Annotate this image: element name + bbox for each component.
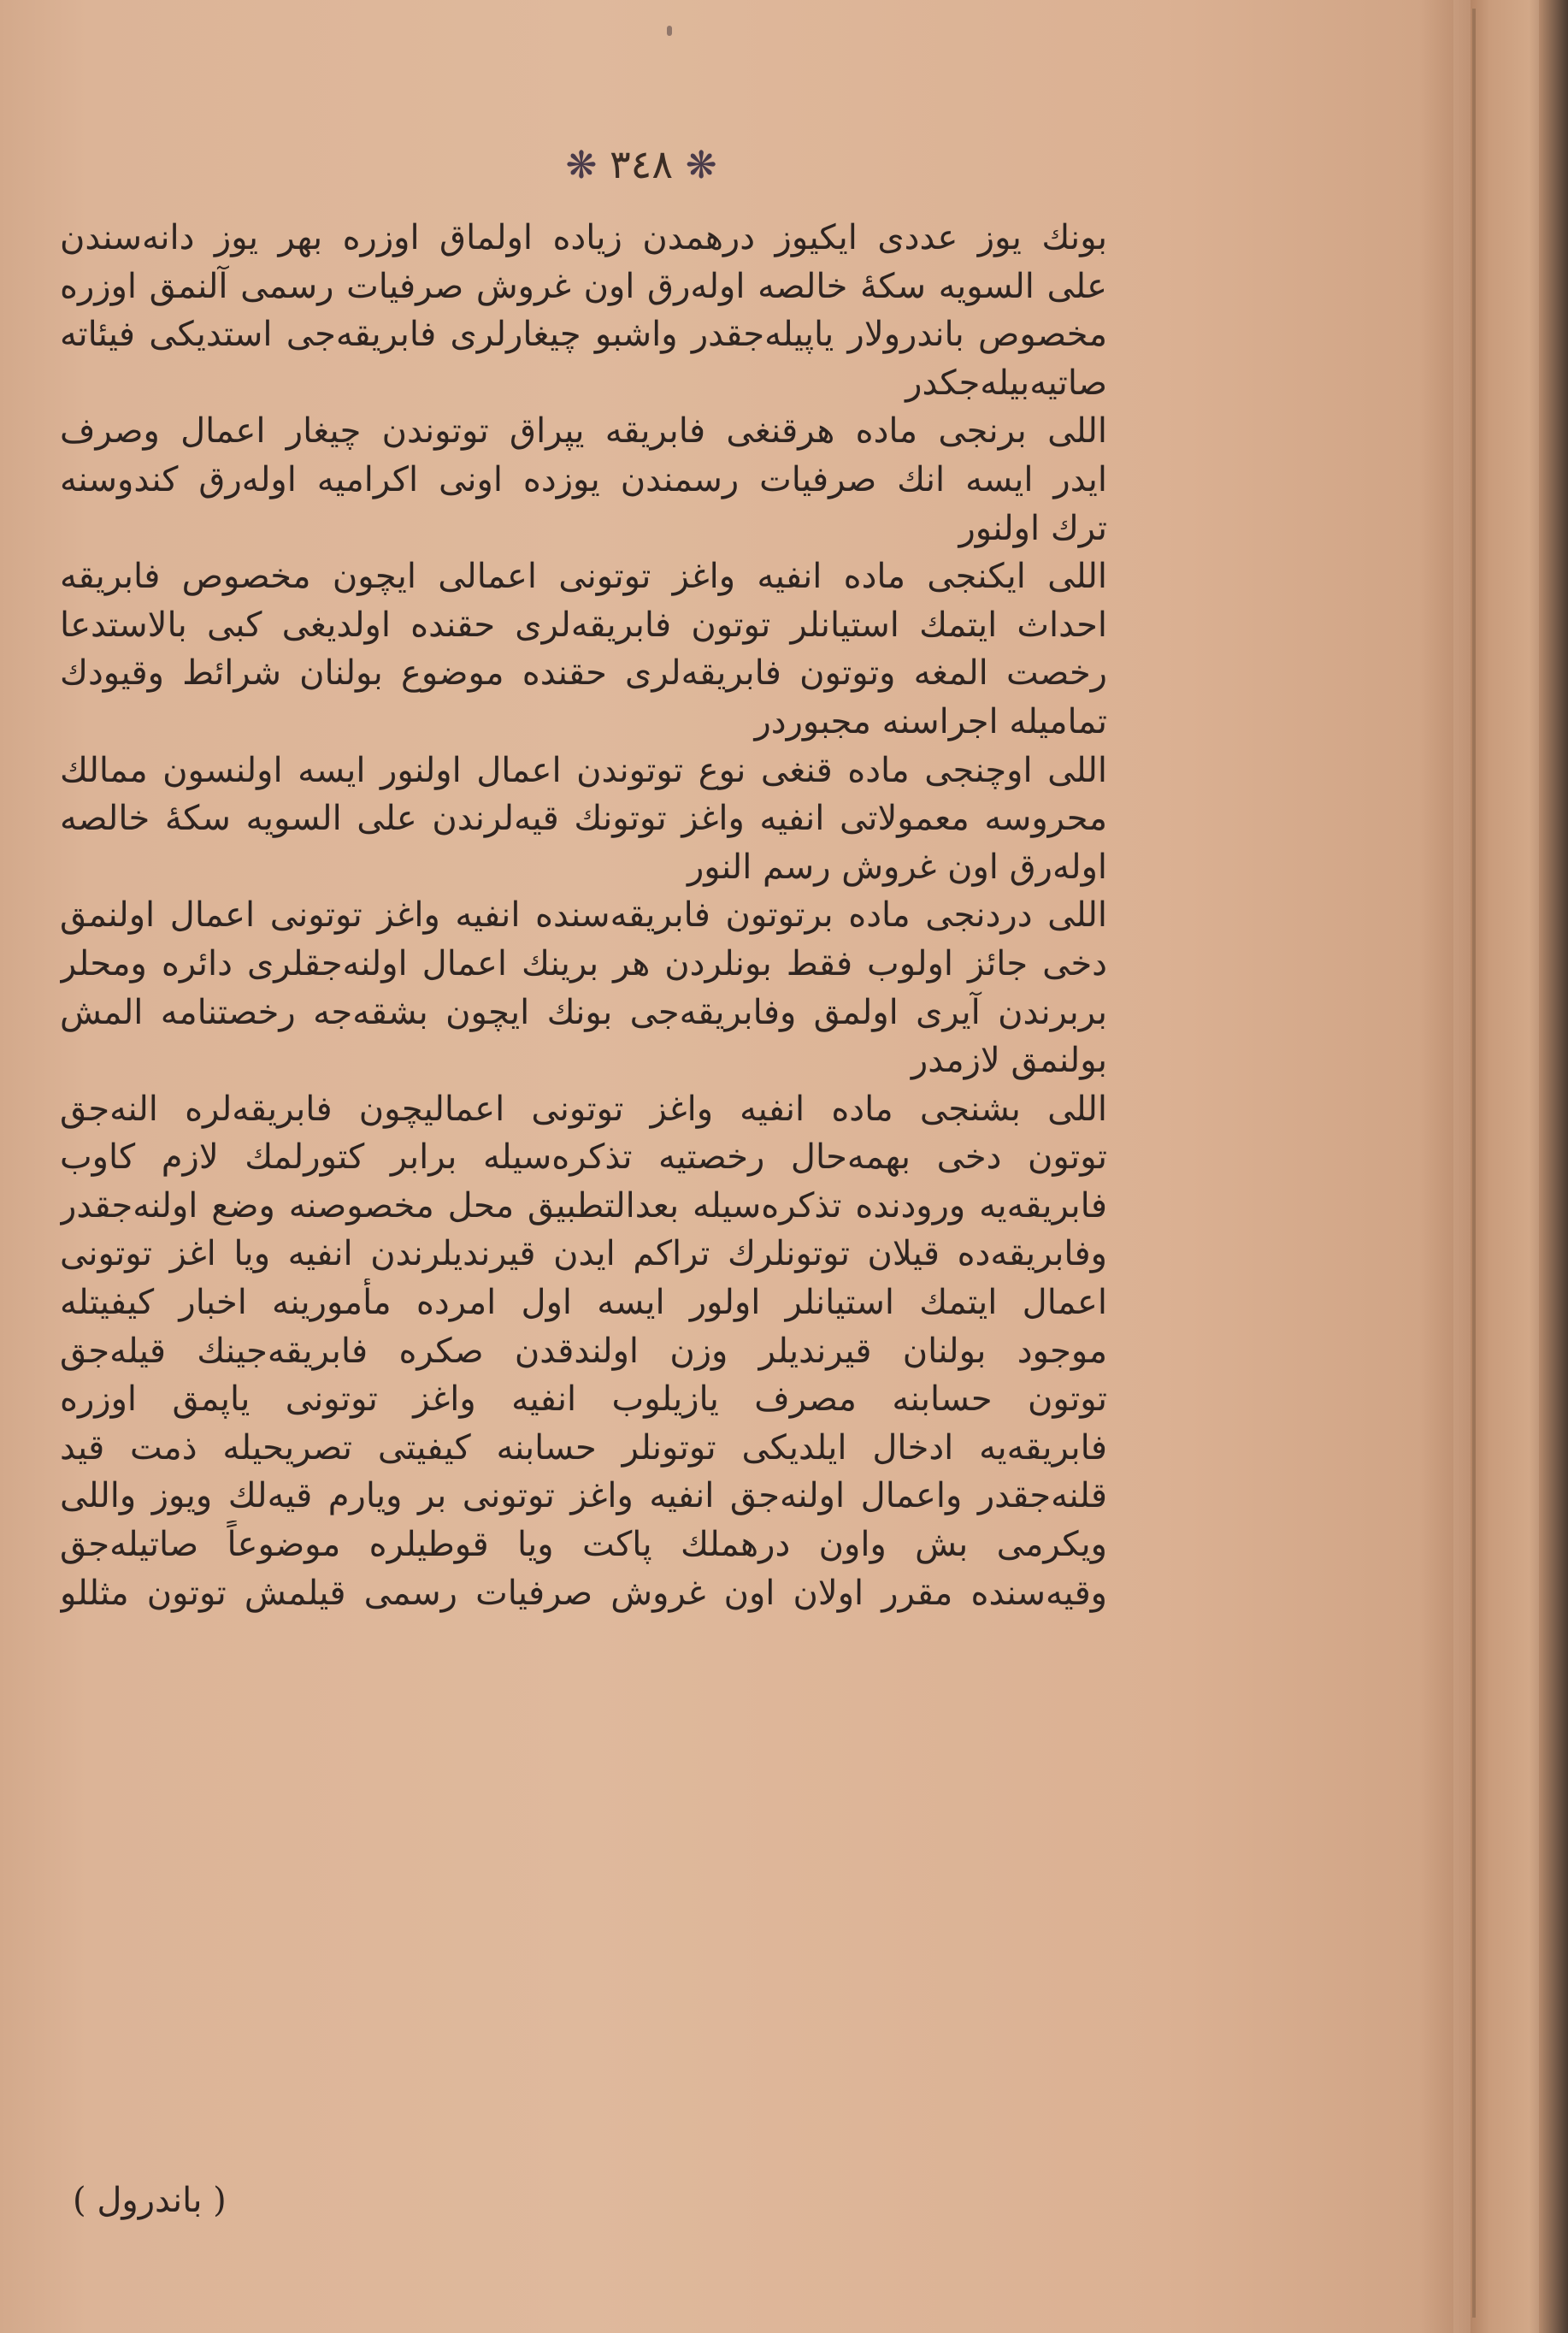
text-line: ايدر ايسه انك صرفيات رسمندن يوزده اونى اكراميه اوله‌رق كندوسنه bbox=[60, 459, 1107, 499]
catchword: ( باندرول ) bbox=[73, 2181, 227, 2220]
article-52-line: اللى ايكنجى ماده انفيه واغز توتونى اعمالى ايچون مخصوص فابريقه bbox=[60, 557, 1107, 597]
text-line: وفابريقه‌ده قيلان توتونلرك تراكم ايدن قيرنديلرندن انفيه ويا اغز توتونى bbox=[60, 1234, 1107, 1274]
page-number: ٣٤٨ bbox=[609, 141, 674, 187]
text-line: محروسه معمولاتى انفيه واغز توتونك قيه‌لرندن على السويه سكهٔ خالصه bbox=[60, 799, 1107, 839]
text-line: قلنه‌جقدر واعمال اولنه‌جق انفيه واغز توتونى بر ويارم قيه‌لك ويوز واللى bbox=[60, 1476, 1107, 1516]
article-55-line: اللى بشنجى ماده انفيه واغز توتونى اعماليچون فابريقه‌لره النه‌جق bbox=[60, 1089, 1107, 1129]
page-number-header bbox=[0, 141, 1282, 187]
text-line: موجود بولنان قيرنديلر وزن اولندقدن صكره فابريقه‌جينك قيله‌جق bbox=[60, 1331, 1107, 1371]
text-line: مخصوص باندرولار ياپيله‌جقدر واشبو چيغارلرى فابريقه‌جى استديكى فيئاته bbox=[60, 315, 1107, 355]
text-line: اعمال ايتمك استيانلر اولور ايسه اول امرده مأمورينه اخبار كيفيتله bbox=[60, 1283, 1107, 1323]
text-line: تماميله اجراسنه مجبوردر bbox=[754, 701, 1107, 741]
page-gutter-shadow bbox=[1419, 0, 1471, 2333]
page-edge-line bbox=[1472, 9, 1476, 2318]
ink-smudge bbox=[667, 26, 672, 36]
text-line: فابريقه‌يه ادخال ايلديكى توتونلر حسابنه كيفيتى تصريحيله ذمت قيد bbox=[60, 1427, 1107, 1468]
article-54-line: اللى دردنجى ماده برتوتون فابريقه‌سنده انفيه واغز توتونى اعمال اولنمق bbox=[60, 895, 1107, 936]
text-line: فابريقه‌يه ورودنده تذكره‌سيله بعدالتطبيق محل مخصوصنه وضع اولنه‌جقدر bbox=[60, 1185, 1107, 1226]
text-line: توتون حسابنه مصرف يازيلوب انفيه واغز توتونى ياپمق اوزره bbox=[60, 1379, 1107, 1420]
text-line: وقيه‌سنده مقرر اولان اون غروش صرفيات رسمى قيلمش توتون مثللو bbox=[60, 1573, 1107, 1613]
body-text bbox=[60, 214, 1107, 1617]
article-51-line: اللى برنجى ماده هرقنغى فابريقه يپراق توتوندن چيغار اعمال وصرف bbox=[60, 411, 1107, 452]
text-line: رخصت المغه وتوتون فابريقه‌لرى حقنده موضوع بولنان شرائط وقيودك bbox=[60, 653, 1107, 694]
ornament-icon: ❋ bbox=[565, 144, 598, 187]
ornament-icon: ❋ bbox=[685, 144, 717, 187]
text-line: بونك يوز عددى ايكيوز درهمدن زياده اولماق اوزره بهر يوز دانه‌سندن bbox=[60, 218, 1107, 257]
book-cover-edge bbox=[1539, 0, 1568, 2333]
text-line: ترك اولنور bbox=[958, 508, 1107, 548]
text-line: اوله‌رق اون غروش رسم النور bbox=[687, 847, 1107, 887]
article-53-line: اللى اوچنجى ماده قنغى نوع توتوندن اعمال اولنور ايسه اولنسون ممالك bbox=[60, 750, 1107, 790]
text-line: احداث ايتمك استيانلر توتون فابريقه‌لرى حقنده اولديغى كبى بالاستدعا bbox=[60, 605, 1107, 645]
text-line: ويكرمى بش واون درهملك پاكت ويا قوطيلره موضوعاً صاتيله‌جق bbox=[60, 1525, 1107, 1565]
text-line: على السويه سكهٔ خالصه اوله‌رق اون غروش صرفيات رسمى آلنمق اوزره bbox=[60, 266, 1107, 306]
text-line: بولنمق لازمدر bbox=[911, 1041, 1107, 1081]
text-line: توتون دخى بهمه‌حال رخصتيه تذكره‌سيله برابر كتورلمك لازم كاوب bbox=[60, 1137, 1107, 1178]
text-line: دخى جائز اولوب فقط بونلردن هر برينك اعمال اولنه‌جقلرى دائره ومحلر bbox=[60, 943, 1107, 983]
text-line: صاتيه‌بيله‌جكدر bbox=[905, 363, 1107, 403]
text-line: بربرندن آيرى اولمق وفابريقه‌جى بونك ايچون بشقه‌جه رخصتنامه المش bbox=[60, 992, 1107, 1032]
